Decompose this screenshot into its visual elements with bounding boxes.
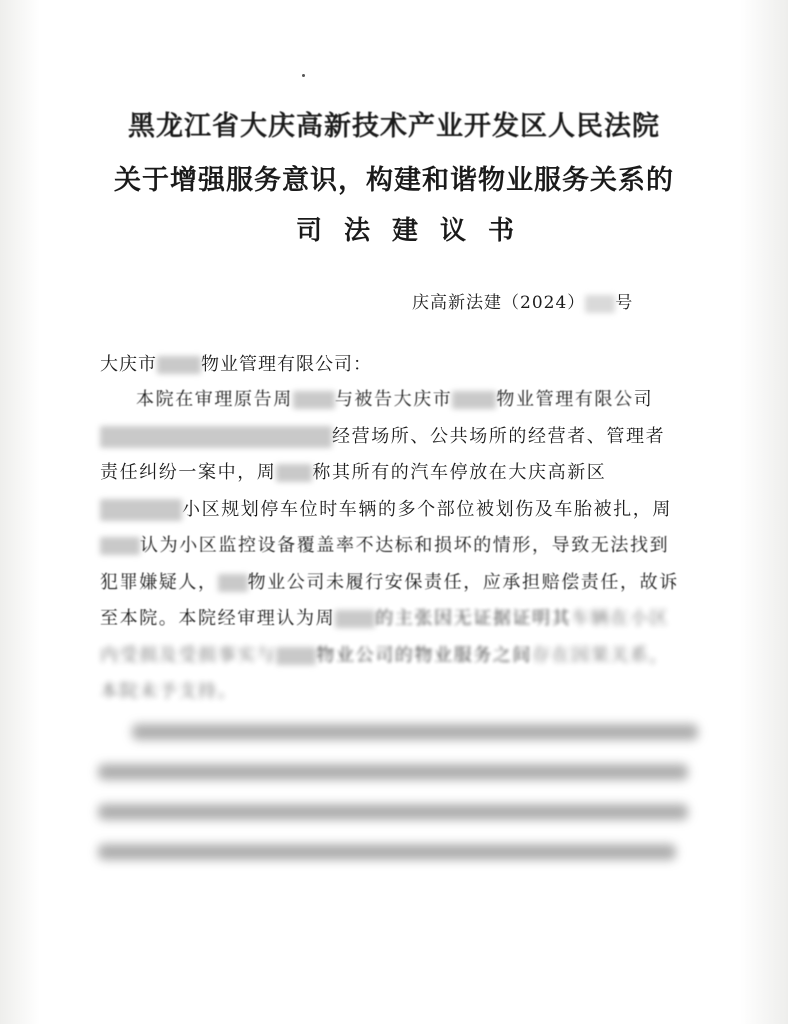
blurred-text-line <box>98 804 688 820</box>
text-segment: 认为小区监控设备覆盖率不达标和损坏的情形，导致无法找到犯罪嫌疑人， <box>100 535 670 593</box>
recipient-prefix: 大庆市 <box>100 354 157 375</box>
title-court-name: 黑龙江省大庆高新技术产业开发区人民法院 <box>128 111 660 142</box>
text-segment: 物业管理有限公 <box>496 389 634 410</box>
text-segment: 与被告大庆市 <box>334 389 453 410</box>
document-number-prefix: 庆高新法建（2024） <box>412 293 586 313</box>
recipient-suffix: 物业管理有限公司： <box>201 354 372 375</box>
redaction-mask <box>276 647 316 665</box>
redaction-mask <box>585 295 615 313</box>
title-doc-type: 司法建议书 <box>295 216 536 246</box>
body-paragraph-1 <box>100 382 684 711</box>
scan-speck <box>302 74 305 77</box>
redaction-mask <box>100 537 140 555</box>
text-segment: 车辆在小区内受损及受损事实与 <box>100 608 670 666</box>
redaction-mask <box>335 610 375 628</box>
document-number-suffix: 号 <box>615 293 634 313</box>
text-segment: 司 <box>633 389 654 410</box>
recipient-line <box>100 350 372 376</box>
blurred-text-line <box>132 724 698 740</box>
text-segment: 物业公司未履行安保责任，应承担赔偿责任，故诉至本院。本院经审理认为周 <box>100 571 679 629</box>
redaction-mask <box>276 464 312 482</box>
redaction-mask <box>452 391 496 409</box>
document-number <box>412 288 633 313</box>
redaction-mask <box>100 499 182 521</box>
redaction-mask <box>293 391 335 409</box>
text-segment: 的主张因无证据证明其 <box>375 608 572 629</box>
text-segment: 存在因果关系，本院未予支持。 <box>100 644 670 702</box>
text-segment: 小区规划停车位时车辆的多个部位被划伤及车胎被扎，周 <box>182 498 672 520</box>
text-segment: 称其所有的汽车停放在大庆高新区 <box>312 462 607 483</box>
title-subject: 关于增强服务意识，构建和谐物业服务关系的 <box>114 165 674 196</box>
text-segment: 经营场所、公共场所的经营者、管理者责任纠纷一案中，周 <box>100 425 666 483</box>
blurred-text-line <box>98 844 676 860</box>
blurred-paragraph <box>98 724 688 884</box>
redaction-mask <box>218 574 248 592</box>
redaction-mask <box>157 356 201 374</box>
text-segment: 本院在审理原告周 <box>136 389 293 410</box>
text-segment: 物业公司的物业服务之间 <box>316 644 533 666</box>
redaction-mask <box>100 426 332 448</box>
blurred-text-line <box>98 764 688 780</box>
